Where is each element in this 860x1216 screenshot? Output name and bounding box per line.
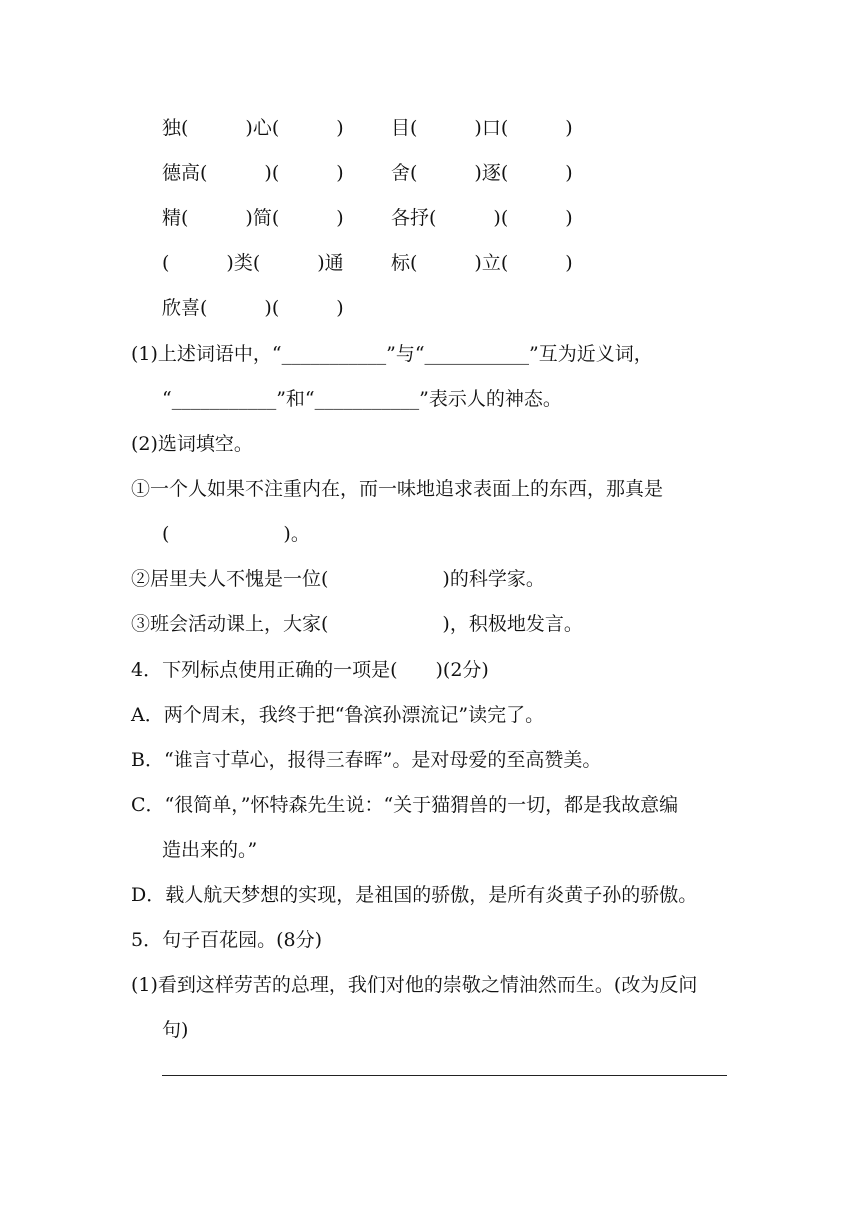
q4-option-c-line2: 造出来的。” [162, 839, 258, 861]
q4-option-b: B．“谁言寸草心，报得三春晖”。是对母爱的至高赞美。 [131, 749, 602, 771]
word-item: ( )类( )通 [162, 252, 344, 274]
q5-stem: 5．句子百花园。(8分) [131, 929, 323, 951]
q4-stem: 4．下列标点使用正确的一项是( )(2分) [131, 659, 489, 681]
q3-part1-line2: “___________”和“___________”表示人的神态。 [162, 388, 562, 410]
q5-part1-line2: 句) [162, 1019, 189, 1041]
word-item: 标( )立( ) [391, 252, 573, 274]
word-item: 德高( )( ) [162, 162, 344, 184]
q5-part1-line1: (1)看到这样劳苦的总理，我们对他的崇敬之情油然而生。(改为反问 [131, 974, 698, 996]
word-item: 独( )心( ) [162, 117, 344, 139]
q3-sentence1-line1: ①一个人如果不注重内在，而一味地追求表面上的东西，那真是 [131, 478, 664, 500]
answer-line[interactable] [162, 1075, 727, 1076]
q3-sentence1-line2: ( )。 [162, 523, 310, 545]
q4-option-c-line1: C．“很简单，”怀特森先生说：“关于猫猬兽的一切，都是我故意编 [131, 794, 679, 816]
word-item: 目( )口( ) [391, 117, 573, 139]
q4-option-d: D．载人航天梦想的实现，是祖国的骄傲，是所有炎黄子孙的骄傲。 [131, 884, 698, 906]
word-item: 各抒( )( ) [391, 207, 573, 229]
word-item: 舍( )逐( ) [391, 162, 573, 184]
q3-sentence2: ②居里夫人不愧是一位( )的科学家。 [131, 568, 545, 590]
q3-part1-line1: (1)上述词语中，“___________”与“___________”互为近义词， [131, 343, 653, 365]
q4-option-a: A．两个周末，我终于把“鲁滨孙漂流记”读完了。 [131, 704, 545, 726]
q3-sentence3: ③班会活动课上，大家( )，积极地发言。 [131, 613, 583, 635]
word-item: 欣喜( )( ) [162, 297, 344, 319]
word-item: 精( )简( ) [162, 207, 344, 229]
q3-part2-heading: (2)选词填空。 [131, 433, 253, 455]
